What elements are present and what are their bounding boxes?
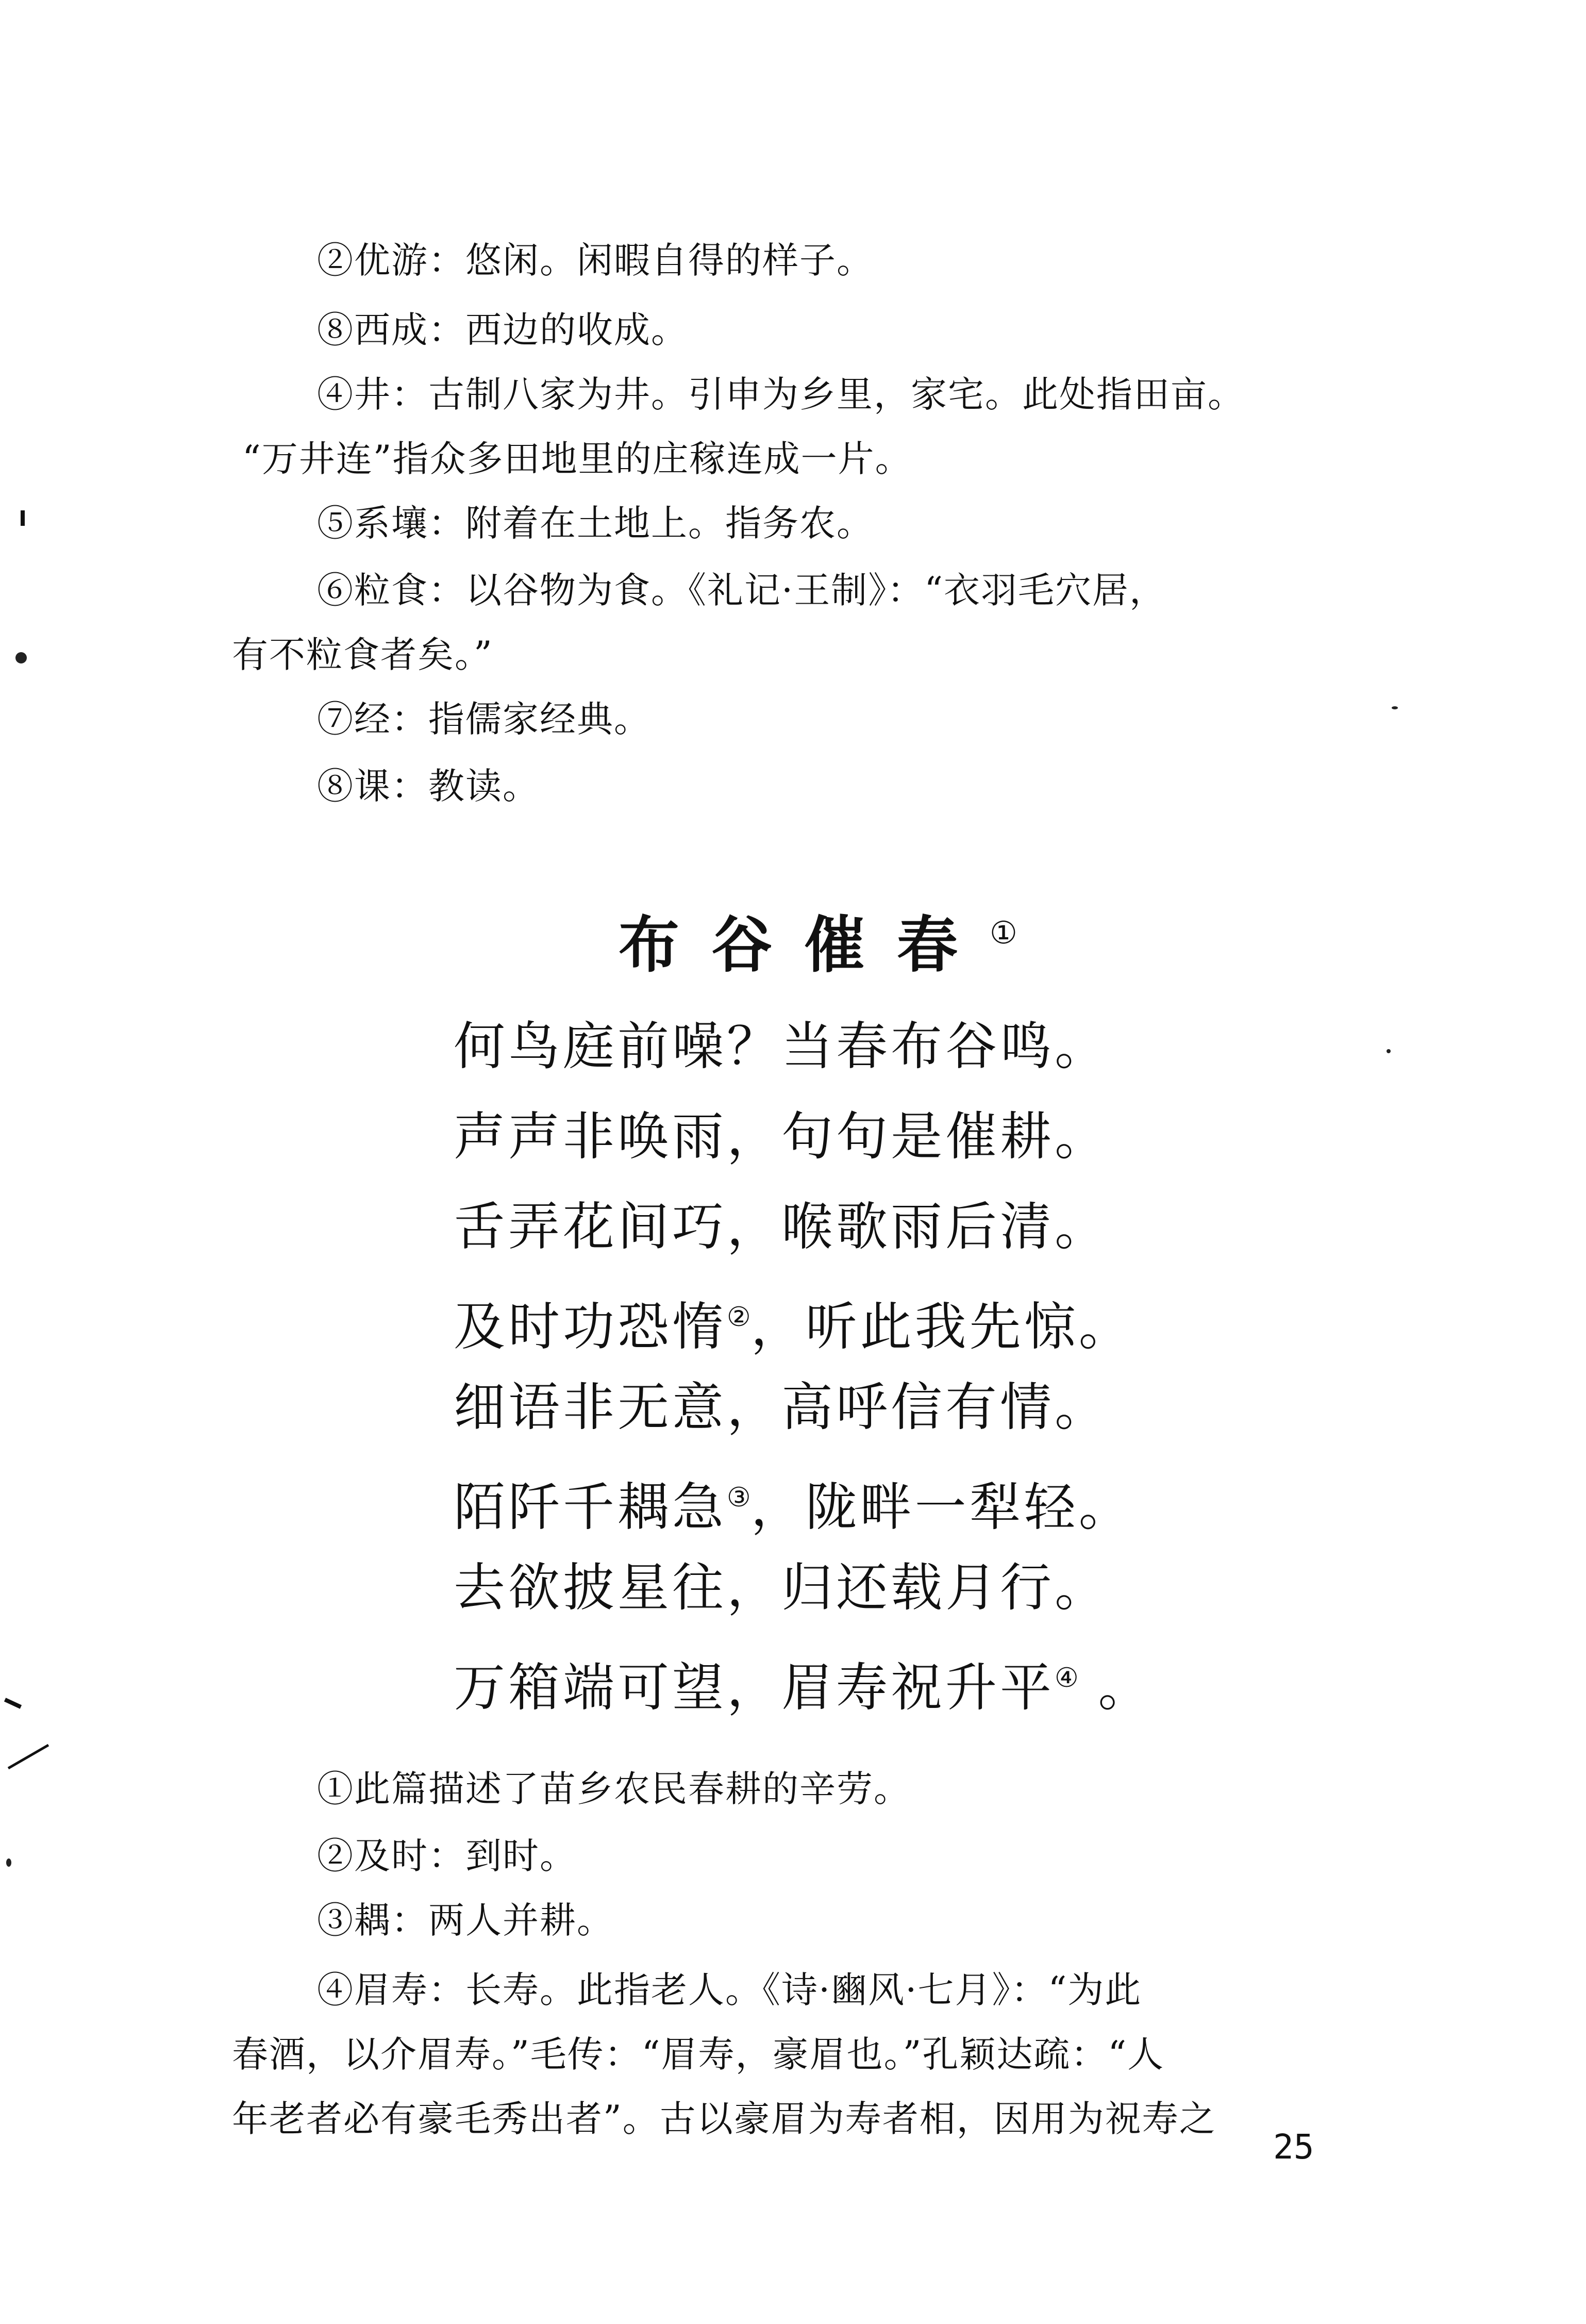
note-bottom-4-continuation-2: 年老者必有豪毛秀出者”。古以豪眉为寿者相，因用为祝寿之 <box>232 2098 1216 2140</box>
poem-line-4-note: ② <box>727 1302 751 1333</box>
scan-speck <box>1392 706 1398 709</box>
note-bottom-4: ④眉寿：长寿。此指老人。《诗·豳风·七月》：“为此 <box>317 1969 1142 2011</box>
poem-line-1: 何鸟庭前噪？当春布谷鸣。 <box>454 1016 1109 1076</box>
poem-line-3: 舌弄花间巧，喉歌雨后清。 <box>454 1197 1109 1257</box>
poem-title-note-marker: ① <box>990 915 1017 951</box>
poem-title <box>619 894 1017 984</box>
poem-line-8-rest: 。 <box>1078 1657 1153 1718</box>
poem-line-6-note: ③ <box>727 1482 751 1513</box>
note-top-5: ⑥粒食：以谷物为食。《礼记·王制》：“衣羽毛穴居， <box>317 569 1167 611</box>
scan-mark <box>4 1698 22 1709</box>
poem-line-6-text: 陌阡千耦急 <box>454 1477 727 1537</box>
scan-speck <box>6 1858 11 1867</box>
note-top-2: ⑧西成：西边的收成。 <box>317 309 688 351</box>
poem-line-5: 细语非无意，高呼信有情。 <box>454 1377 1109 1437</box>
poem-line-8 <box>454 1645 1153 1721</box>
note-bottom-1: ①此篇描述了苗乡农民春耕的辛劳。 <box>317 1768 911 1810</box>
poem-line-4-text: 及时功恐惰 <box>454 1297 727 1357</box>
note-top-3-continuation: “万井连”指众多田地里的庄稼连成一片。 <box>242 438 912 480</box>
note-bottom-3: ③耦：两人并耕。 <box>317 1899 614 1941</box>
scan-mark <box>21 510 25 526</box>
poem-line-7: 去欲披星往，归还载月行。 <box>454 1557 1109 1618</box>
poem-line-6 <box>454 1464 1133 1541</box>
note-bottom-2: ②及时：到时。 <box>317 1835 577 1877</box>
note-top-1: ②优游：悠闲。闲暇自得的样子。 <box>317 239 874 281</box>
scan-speck <box>1387 1049 1391 1053</box>
note-bottom-4-continuation-1: 春酒，以介眉寿。”毛传：“眉寿，豪眉也。”孔颖达疏：“人 <box>232 2033 1165 2076</box>
poem-line-4-rest: ，听此我先惊。 <box>750 1297 1133 1357</box>
note-top-5-continuation: 有不粒食者矣。” <box>232 634 493 676</box>
scan-speck <box>15 652 27 663</box>
note-top-6: ⑦经：指儒家经典。 <box>317 698 651 740</box>
note-top-4: ⑤系壤：附着在土地上。指务农。 <box>317 502 874 544</box>
poem-line-4 <box>454 1284 1133 1360</box>
poem-title-text: 布谷催春 <box>619 909 990 981</box>
scan-mark <box>8 1744 49 1769</box>
page-number: 25 <box>1273 2127 1314 2167</box>
poem-line-2: 声声非唤雨，句句是催耕。 <box>454 1106 1109 1167</box>
note-top-7: ⑧课：教读。 <box>317 765 540 807</box>
poem-line-6-rest: ，陇畔一犁轻。 <box>750 1477 1133 1537</box>
note-top-3: ④井：古制八家为井。引申为乡里，家宅。此处指田亩。 <box>317 373 1245 416</box>
poem-line-8-text: 万箱端可望，眉寿祝升平 <box>454 1657 1055 1718</box>
poem-line-8-note: ④ <box>1055 1663 1079 1694</box>
